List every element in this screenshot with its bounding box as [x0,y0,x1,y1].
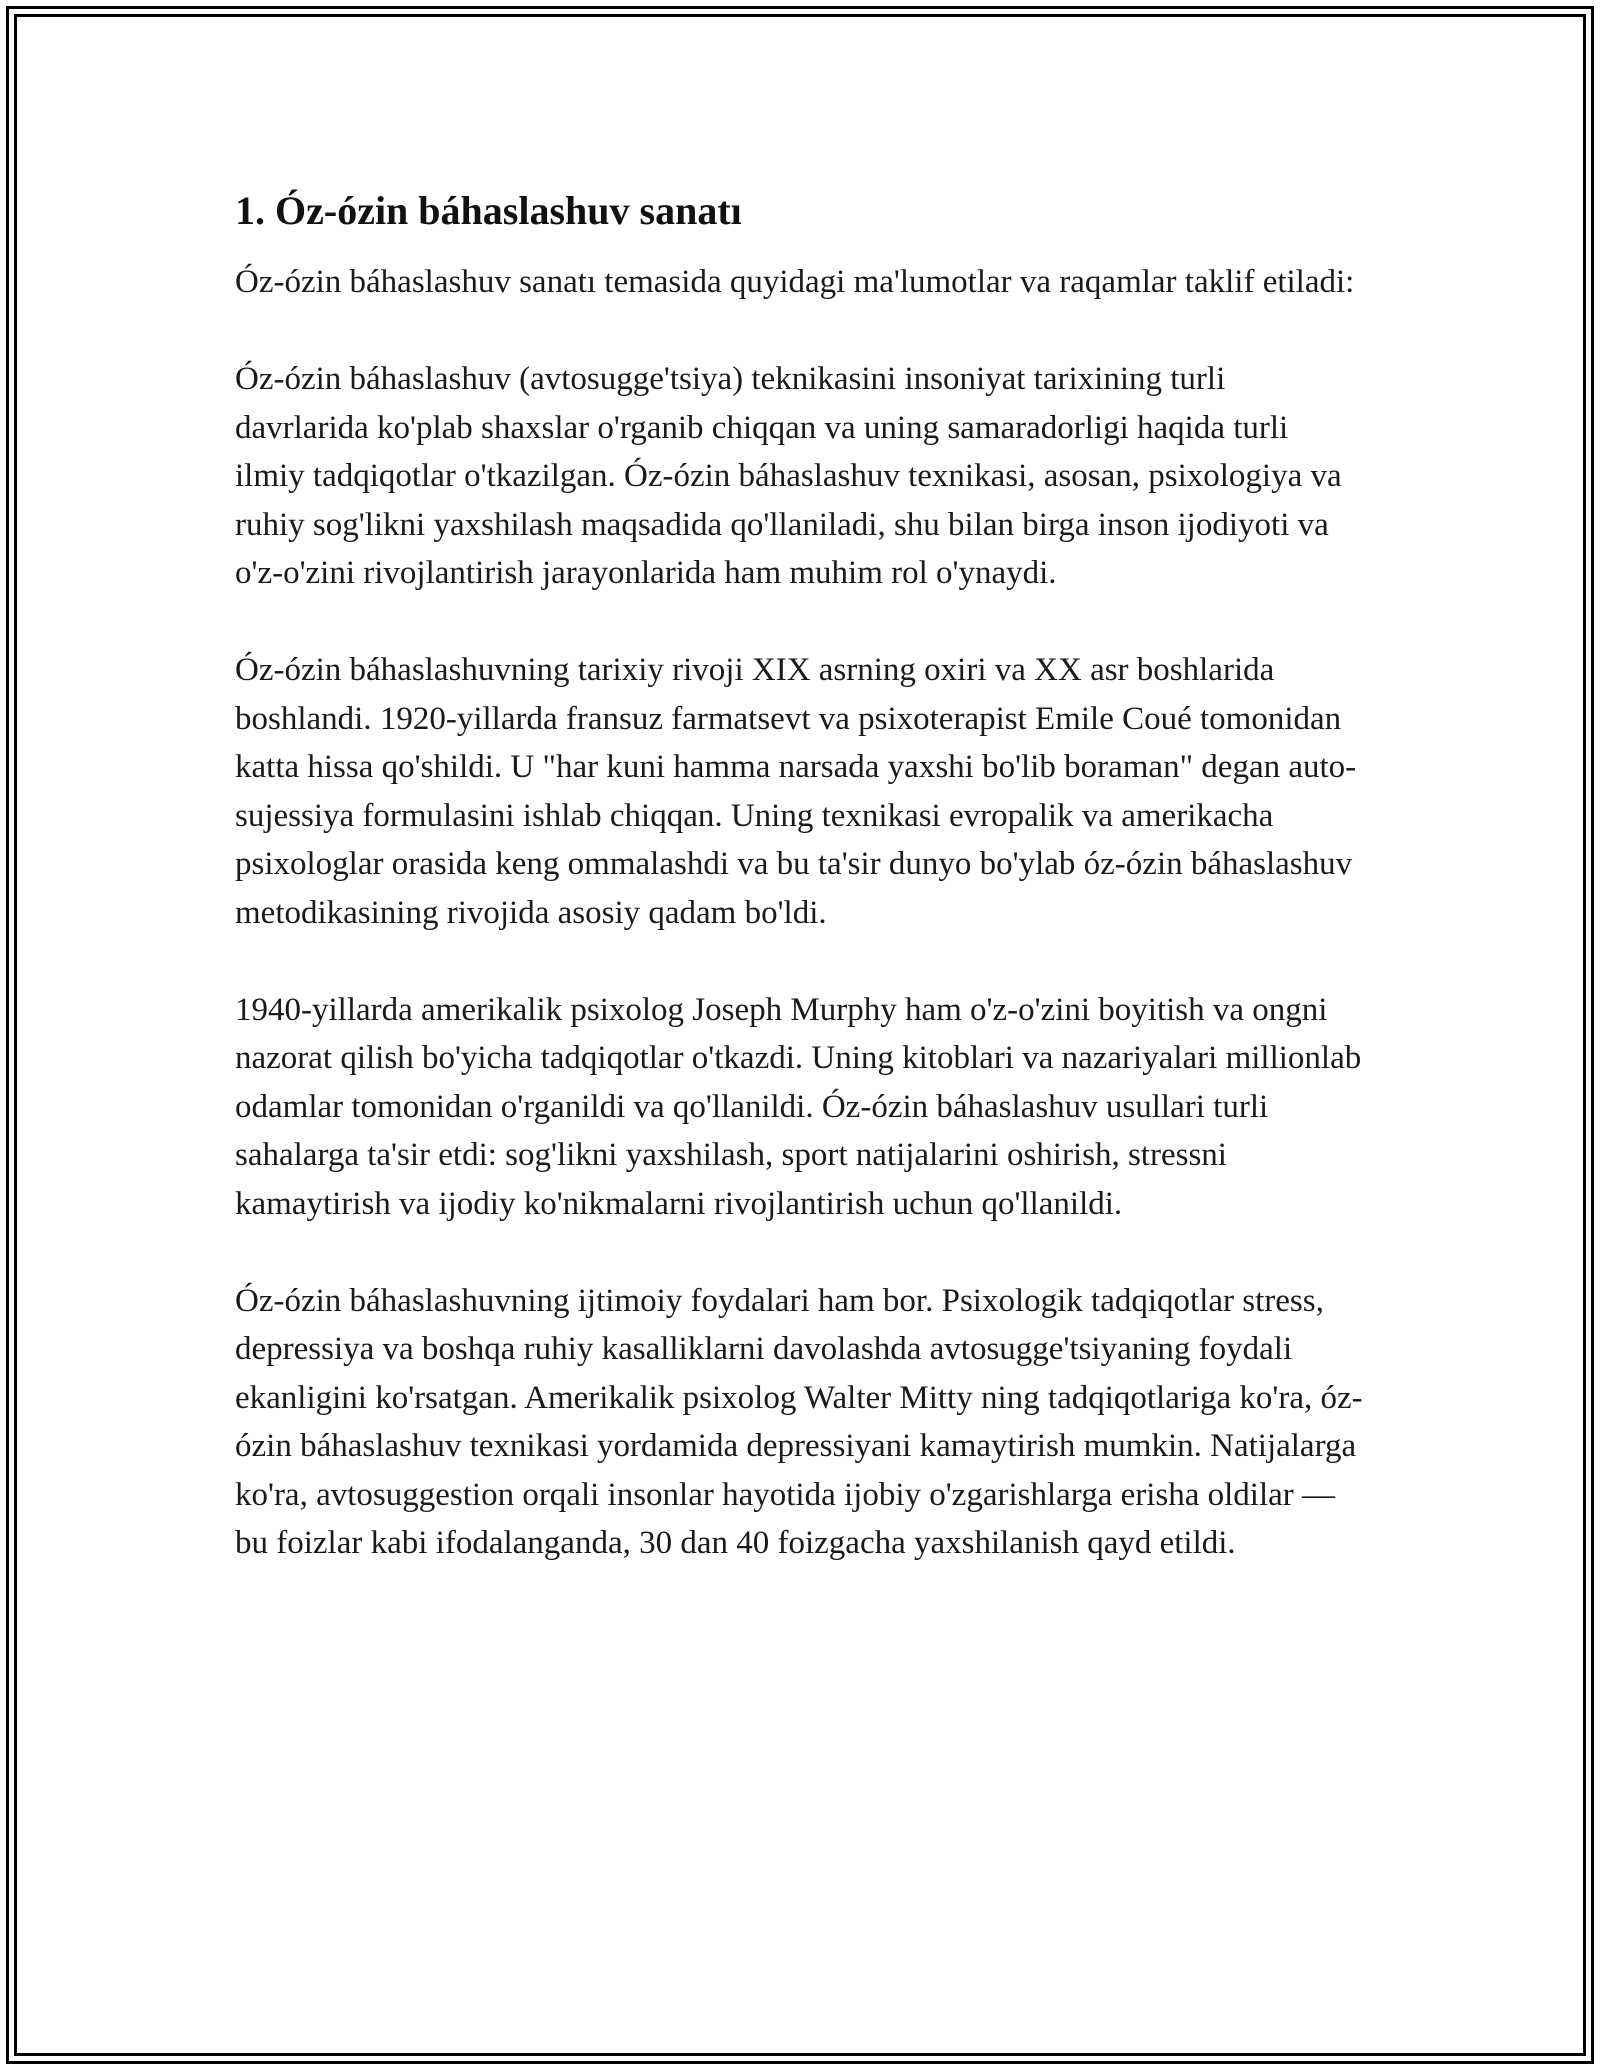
document-body [235,186,1365,1568]
paragraph-murphy: 1940-yillarda amerikalik psixolog Joseph Murphy ham o'z-o'zini boyitish va ongni nazorat qilish bo'yicha tadqiqotlar o'tkazdi. Uning kitoblari va nazariyalari millionlab odamlar tomonidan o'rganildi va qo'llanildi. Óz-ózin báhaslashuv usullari turli sahalarga ta'sir etdi: sog'likni yaxshilash, sport natijalarini oshirish, stressni kamaytirish va ijodiy ko'nikmalarni rivojlantirish uchun qo'llanildi. [235,991,1362,1222]
paragraph-history: Óz-ózin báhaslashuvning tarixiy rivoji XIX asrning oxiri va XX asr boshlarida boshlandi. 1920-yillarda fransuz farmatsevt va psixoterapist Emile Coué tomonidan katta hissa qo'shildi. U "har kuni hamma narsada yaxshi bo'lib boraman" degan auto-sujessiya formulasini ishlab chiqqan. Uning texnikasi evropalik va amerikacha psixologlar orasida keng ommalashdi va bu ta'sir dunyo bo'ylab óz-ózin báhaslashuv metodikasining rivojida asosiy qadam bo'ldi. [235,652,1357,931]
paragraph-technique: Óz-ózin báhaslashuv (avtosugge'tsiya) teknikasini insoniyat tarixining turli davrlarida ko'plab shaxslar o'rganib chiqqan va uning samaradorligi haqida turli ilmiy tadqiqotlar o'tkazilgan. Óz-ózin báhaslashuv texnikasi, asosan, psixologiya va ruhiy sog'likni yaxshilash maqsadida qo'llaniladi, shu bilan birga inson ijodiyoti va o'z-o'zini rivojlantirish jarayonlarida ham muhim rol o'ynaydi. [235,361,1342,591]
paragraph-intro: Óz-ózin báhaslashuv sanatı temasida quyidagi ma'lumotlar va raqamlar taklif etiladi: [235,264,1355,300]
section-heading: 1. Óz-ózin báhaslashuv sanatı [235,188,742,233]
paragraph-social-benefits: Óz-ózin báhaslashuvning ijtimoiy foydalari ham bor. Psixologik tadqiqotlar stress, depressiya va boshqa ruhiy kasalliklarni davolashda avtosugge'tsiyaning foydali ekanligini ko'rsatgan. Amerikalik psixolog Walter Mitty ning tadqiqotlariga ko'ra, óz-ózin báhaslashuv texnikasi yordamida depressiyani kamaytirish mumkin. Natijalarga ko'ra, avtosuggestion orqali insonlar hayotida ijobiy o'zgarishlarga erisha oldilar — bu foizlar kabi ifodalanganda, 30 dan 40 foizgacha yaxshilanish qayd etildi. [235,1282,1363,1561]
